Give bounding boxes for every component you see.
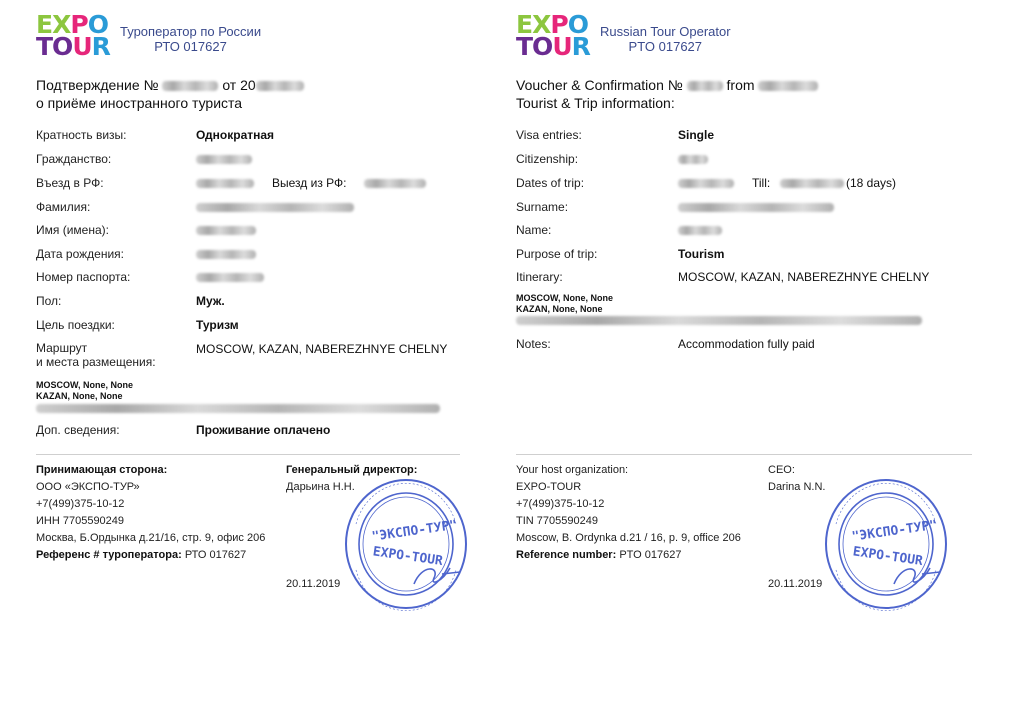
visa-label: Кратность визы:	[36, 128, 127, 142]
sex-value: Муж.	[196, 294, 225, 308]
signature-date: 20.11.2019	[768, 578, 823, 590]
notes-label: Notes:	[516, 337, 551, 351]
purpose-label: Purpose of trip:	[516, 247, 598, 261]
name-label: Имя (имена):	[36, 223, 109, 237]
redacted-hotel-details	[36, 404, 440, 413]
surname-label: Фамилия:	[36, 200, 91, 214]
visa-label: Visa entries:	[516, 128, 582, 142]
redacted-number	[162, 81, 218, 91]
dates-label: Dates of trip:	[516, 176, 585, 190]
page-title: Voucher & Confirmation № from Tourist & Trip information:	[516, 76, 818, 112]
itinerary-label: Itinerary:	[516, 270, 563, 284]
redacted-citizenship	[678, 155, 708, 164]
till-label: Till:	[752, 176, 771, 190]
redacted-exit-date	[364, 179, 426, 188]
name-label: Name:	[516, 223, 552, 237]
director-block: CEO: Darina N.N.	[768, 464, 826, 493]
hotel-line: KAZAN, None, None	[36, 391, 123, 401]
hotel-line: MOSCOW, None, None	[516, 293, 614, 303]
redacted-date	[758, 81, 818, 91]
purpose-label: Цель поездки:	[36, 318, 115, 332]
redacted-hotel-details	[516, 316, 922, 325]
entry-label: Въезд в РФ:	[36, 176, 104, 190]
visa-value: Single	[678, 128, 715, 142]
purpose-value: Tourism	[678, 247, 725, 261]
redacted-end-date	[780, 179, 844, 188]
page-title: Подтверждение № от 20 о приёме иностранного туриста	[36, 76, 304, 112]
redacted-entry-date	[196, 179, 254, 188]
signature-date: 20.11.2019	[286, 578, 341, 590]
host-organization: Принимающая сторона: ООО «ЭКСПО-ТУР» +7(499)375-10-12 ИНН 7705590249 Москва, Б.Ордынка д.21/16, стр. 9, офис 206 Референс # туроператора: РТО 017627	[36, 464, 266, 561]
redacted-dob	[196, 250, 256, 259]
redacted-start-date	[678, 179, 734, 188]
hotel-line: MOSCOW, None, None	[36, 380, 134, 390]
exit-label: Выезд из РФ:	[272, 176, 347, 190]
citizenship-label: Гражданство:	[36, 152, 112, 166]
notes-value: Accommodation fully paid	[678, 337, 815, 351]
citizenship-label: Citizenship:	[516, 152, 579, 166]
expo-tour-logo: EXPO TOUR	[516, 10, 590, 61]
svg-text:"ЭКСПО-ТУР": "ЭКСПО-ТУР"	[370, 517, 459, 545]
divider	[36, 454, 460, 455]
sex-label: Пол:	[36, 294, 62, 308]
extra-value: Проживание оплачено	[196, 423, 331, 437]
route-label: Маршрут и места размещения:	[36, 341, 156, 369]
redacted-passport	[196, 273, 264, 282]
redacted-name	[196, 226, 256, 235]
operator-title: Russian Tour Operator PTO 017627	[600, 24, 731, 54]
company-stamp	[342, 474, 472, 614]
dob-label: Дата рождения:	[36, 247, 124, 261]
svg-text:EXPO-TOUR: EXPO-TOUR	[851, 544, 924, 570]
trip-duration: (18 days)	[846, 176, 897, 190]
redacted-surname	[196, 203, 354, 212]
redacted-number	[687, 81, 723, 91]
director-block: Генеральный директор: Дарьина Н.Н.	[286, 464, 418, 493]
host-organization: Your host organization: EXPO-TOUR +7(499)375-10-12 TIN 7705590249 Moscow, B. Ordynka d.21 / 16, p. 9, office 206 Reference number: PTO 017627	[516, 464, 741, 561]
company-stamp	[822, 474, 952, 614]
redacted-citizenship	[196, 155, 252, 164]
extra-label: Доп. сведения:	[36, 423, 120, 437]
redacted-surname	[678, 203, 834, 212]
divider	[516, 454, 972, 455]
visa-value: Однократная	[196, 128, 275, 142]
purpose-value: Туризм	[196, 318, 239, 332]
itinerary-value: MOSCOW, KAZAN, NABEREZHNYE CHELNY	[678, 270, 930, 284]
expo-tour-logo: EXPO TOUR	[36, 10, 110, 61]
passport-label: Номер паспорта:	[36, 270, 131, 284]
redacted-date	[256, 81, 304, 91]
surname-label: Surname:	[516, 200, 569, 214]
operator-title: Туроператор по России РТО 017627	[120, 24, 262, 54]
svg-text:"ЭКСПО-ТУР": "ЭКСПО-ТУР"	[850, 517, 939, 545]
svg-text:EXPO-TOUR: EXPO-TOUR	[371, 544, 444, 570]
hotel-line: KAZAN, None, None	[516, 304, 603, 314]
route-value: MOSCOW, KAZAN, NABEREZHNYE CHELNY	[196, 342, 448, 356]
redacted-name	[678, 226, 722, 235]
